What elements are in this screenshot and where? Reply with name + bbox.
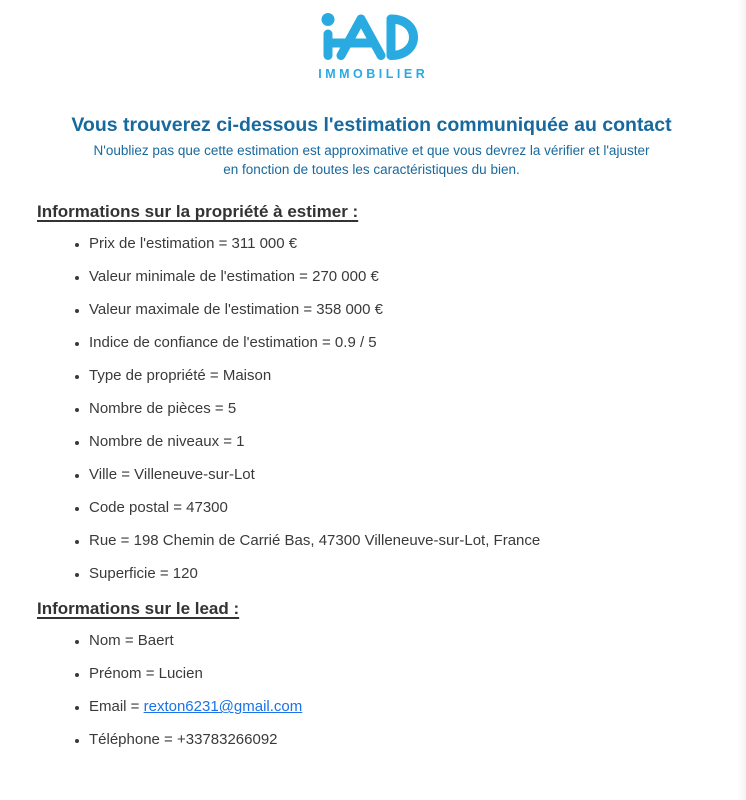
list-item-text: Email = — [89, 698, 144, 716]
list-item-text: Ville = Villeneuve-sur-Lot — [89, 466, 255, 484]
list-item — [89, 499, 706, 516]
list-item — [89, 632, 706, 649]
iad-logo — [37, 10, 706, 81]
property-section-heading: Informations sur la propriété à estimer : — [37, 202, 359, 222]
list-item-text: Nom = Baert — [89, 632, 174, 650]
estimation-subtitle — [37, 142, 706, 179]
list-item — [89, 466, 706, 483]
logo-immobilier-text: IMMOBILIER — [318, 67, 429, 81]
list-item-text: Superficie = 120 — [89, 565, 198, 583]
list-item — [89, 731, 706, 748]
list-item-text: Téléphone = +33783266092 — [89, 731, 278, 749]
list-item — [89, 268, 706, 285]
subtitle-line-1: N'oubliez pas que cette estimation est approximative et que vous devrez la vérifier et l'ajuster — [93, 143, 650, 158]
estimation-title: Vous trouverez ci-dessous l'estimation communiquée au contact — [71, 114, 672, 136]
list-item-text: Valeur maximale de l'estimation = 358 000 € — [89, 301, 384, 319]
list-item — [89, 334, 706, 351]
list-item — [89, 400, 706, 417]
list-item — [89, 665, 706, 682]
list-item — [89, 367, 706, 384]
list-item-text: Prix de l'estimation = 311 000 € — [89, 235, 298, 253]
list-item-text: Valeur minimale de l'estimation = 270 000 € — [89, 268, 379, 286]
scrollbar-track[interactable] — [738, 0, 746, 800]
list-item — [89, 532, 706, 549]
lead-section-heading: Informations sur le lead : — [37, 599, 240, 619]
list-item-text: Indice de confiance de l'estimation = 0.9 / 5 — [89, 334, 377, 352]
lead-info-section — [37, 598, 706, 748]
subtitle-line-2: en fonction de toutes les caractéristiques du bien. — [223, 161, 520, 177]
list-item-text: Nombre de niveaux = 1 — [89, 433, 245, 451]
list-item-text: Nombre de pièces = 5 — [89, 400, 237, 418]
iad-logo-icon — [319, 12, 425, 62]
email-link[interactable]: rexton6231@gmail.com — [143, 698, 303, 716]
list-item-text: Type de propriété = Maison — [89, 367, 272, 385]
list-item-text: Rue = 198 Chemin de Carrié Bas, 47300 Villeneuve-sur-Lot, France — [89, 532, 541, 550]
list-item-text: Prénom = Lucien — [89, 665, 203, 683]
list-item — [89, 235, 706, 252]
property-info-list — [37, 235, 706, 582]
list-item-text: Code postal = 47300 — [89, 499, 228, 517]
list-item — [89, 698, 706, 715]
list-item — [89, 301, 706, 318]
property-info-section — [37, 201, 706, 582]
lead-info-list — [37, 632, 706, 748]
list-item — [89, 433, 706, 450]
list-item — [89, 565, 706, 582]
